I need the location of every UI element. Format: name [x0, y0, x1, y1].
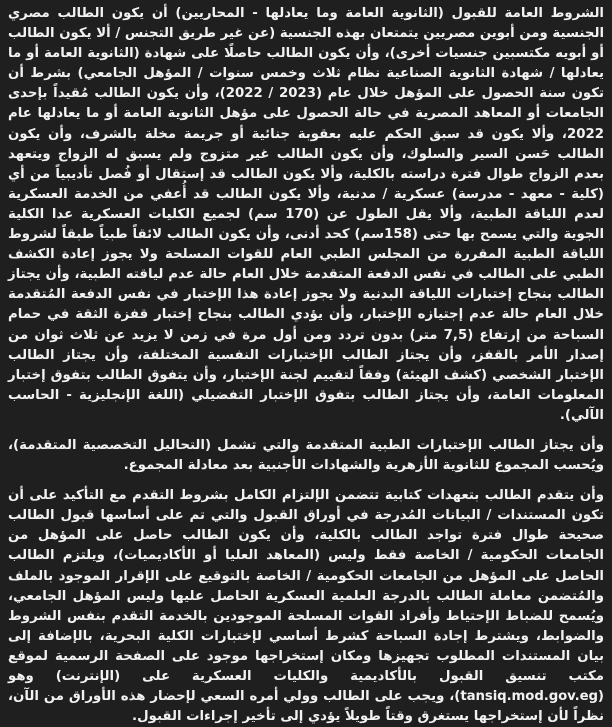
paragraph-medical-tests: وأن يجتاز الطالب الإختبارات الطبية المتقدمة والتي تشمل (التحاليل التخصصية المتقدمة)، ويُحسب المجموع للثانوية الأزهرية والشهادات الأجنبية بعد معادلة المجموع. [8, 437, 604, 474]
paragraph-written-pledges: وأن يتقدم الطالب بتعهدات كتابية تتضمن الإلتزام الكامل بشروط التقدم مع التأكيد على أن تكون المستندات / البيانات المُدرجة في أوراق القبول والتي تم على أساسها قبول الطالب صحيحة طوال فترة تواجد الطالب بالكلية، وأن يكون الطالب حاصل على المؤهل من الجامعات الحكومية / الخاصة فقط وليس (المعاهد العليا أو الأكاديميات)، ويلتزم الطالب الحاصل على المؤهل من الجامعات الحكومية / الخاصة بالتوقيع على الإقرار الموجود بالملف والمُتضمن معاملة الطالب بالدرجة العلمية العسكرية الحاصل عليها وليس المؤهل الجامعي، ويُسمح للضباط الإحتياط وأفراد القوات المسلحة الموجودين بالخدمة التقدم بنفس الشروط والضوابط، ويشترط إجادة السباحة كشرط أساسي لإختبارات الكلية البحرية، بالإضافة إلى بيان المستندات المطلوب تجهيزها ومكان إستخراجها موجود على الصفحة الرسمية لموقع مكتب تنسيق القبول بالأكاديمية والكليات العسكرية على (الإنترنت) وهو (tansiq.mod.gov.eg)، ويجب على الطالب وولي أمره السعي لإحضار هذه الأوراق من الآن، نظراً لأن إستخراجها يستغرق وقتاً طويلاً يؤدي إلى تأخير إجراءات القبول. [8, 488, 604, 725]
paragraph-general-conditions: الشروط العامة للقبول (الثانوية العامة وما يعادلها - المحاريين) أن يكون الطالب مصري الجنسية ومن أبوين مصريين يتمتعان بهذه الجنسية (عن غير طريق التجنس / ألا يكون الطالب أو أبويه مكتسبين جنسيات أخرى)، وأن يكون الطالب حاصلًا على شهادة (الثانوية العامة أو ما يعادلها / شهادة الثانوية الصناعية نظام ثلاث وخمس سنوات / المؤهل الجامعي) بشرط أن تكون سنة الحصول على المؤهل خلال عام (2023 / 2022)، وأن يكون الطالب مُقيداً بإحدى الجامعات أو المعاهد المصرية في حالة الحصول على مؤهل الثانوية العامة أو ما يعادلها عام 2022، وألا يكون قد سبق الحكم عليه بعقوبة جنائية أو جريمة مخلة بالشرف، وأن يكون الطالب حَسن السير والسلوك، وأن يكون الطالب غير متزوج ولم يسبق له الزواج ويتعهد بعدم الزواج طوال فترة دراسته بالكلية، وألا يكون الطالب قد إستقال أو فُصل تأديبياً من أي (كلية - معهد - مدرسة) عسكرية / مدنية، وألا يكون الطالب قد أُعفي من الخدمة العسكرية لعدم اللياقة الطبية، وألا يقل الطول عن (170 سم) لجميع الكليات العسكرية عدا الكلية الجوية والتي يسمح بها حتى (158سم) كحد أدنى، وأن يكون الطالب لائقاً طبياً طبقاً لشروط اللياقة الطبية المقررة من المجلس الطبي العام للقوات المسلحة ولا يجوز إعادة الكشف الطبي على الطالب في نفس الدفعة المتقدمة خلال العام حالة عدم لياقته الطبية، وأن يجتاز الطالب بنجاح إختبارات اللياقة البدنية ولا يجوز إعادة هذا الإختبار في نفس الدفعة المُتقدمة خلال العام حالة عدم إجتيازه الإختبار، وأن يؤدي الطالب بنجاح إختبار قفزة الثقة في حمام السباحة من إرتفاع (7,5 متر) بدون تردد ومن أول مرة في زمن لا يزيد عن ثلاث ثوان من إصدار الأمر بالقفز، وأن يجتاز الطالب الإختبارات النفسية المختلفة، وأن يجتاز الطالب الإختبار الشخصي (كشف الهيئة) وفقاً لتقييم لجنة الإختبار، وأن يتفوق الطالب بتفوق إختبار المعلومات العامة، وأن يجتاز الطالب بتفوق الإختبار التفضيلي (اللغة الإنجليزية - الحاسب الآلي). [8, 6, 605, 423]
